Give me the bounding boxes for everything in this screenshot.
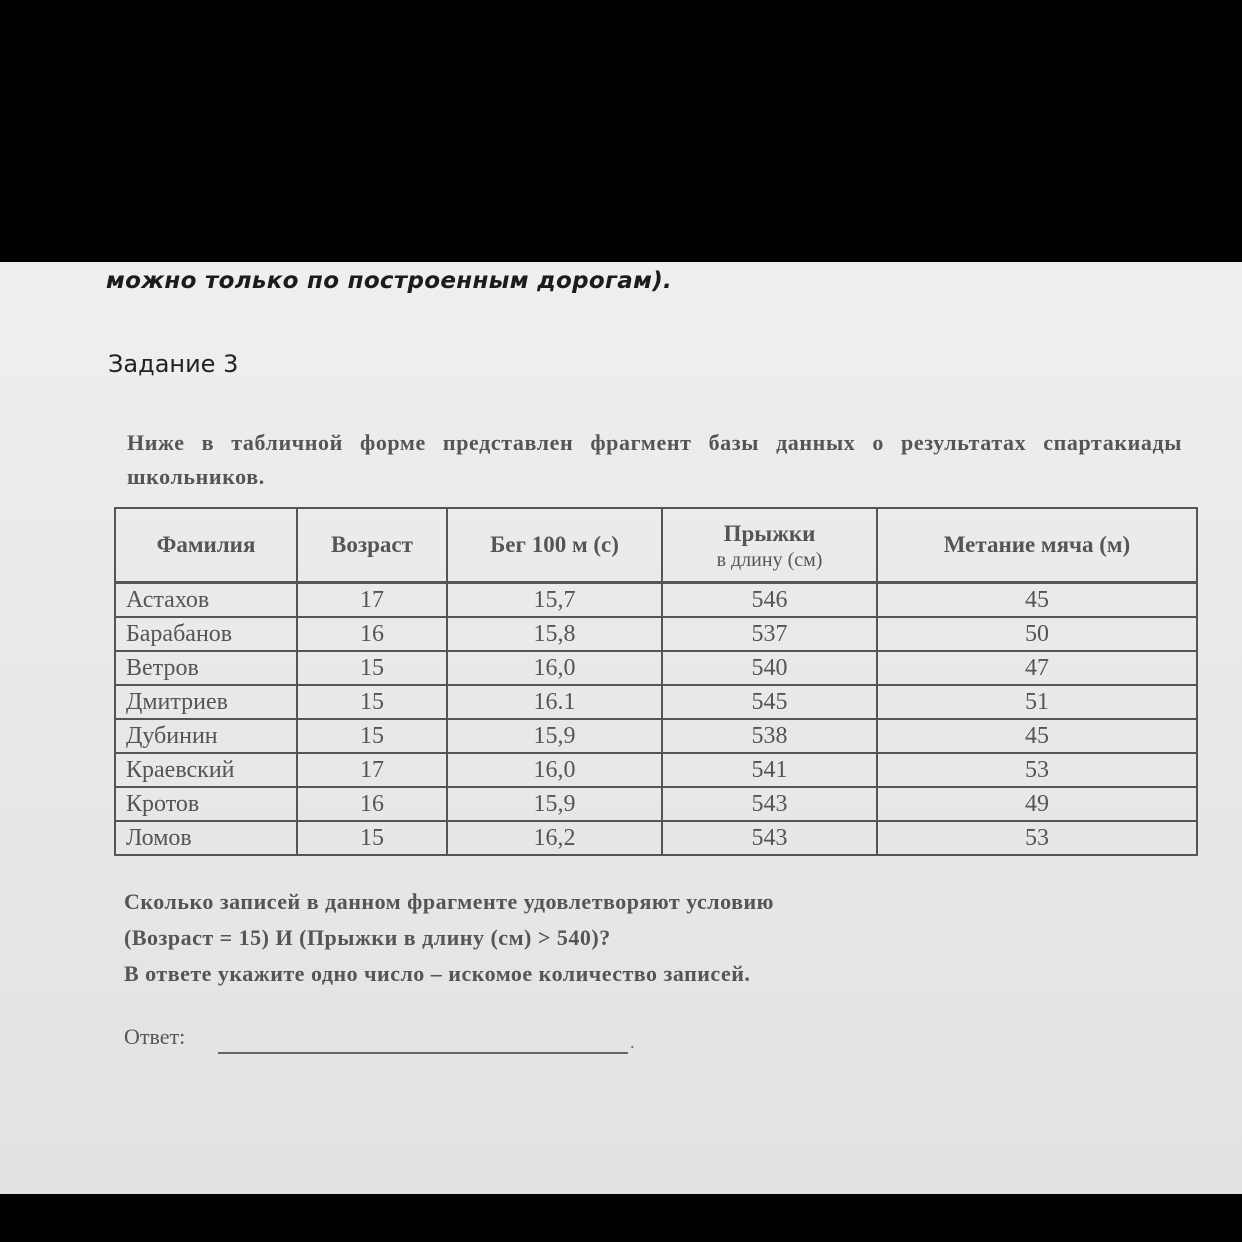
cell-run: 16,0 <box>447 753 662 787</box>
header-surname: Фамилия <box>115 508 297 583</box>
cell-jump: 545 <box>662 685 877 719</box>
cell-run: 16,2 <box>447 821 662 855</box>
table-row <box>115 617 1197 651</box>
header-jump-line1: Прыжки <box>723 521 816 546</box>
header-run: Бег 100 м (с) <box>447 508 662 583</box>
cell-throw: 49 <box>877 787 1197 821</box>
cell-jump: 543 <box>662 787 877 821</box>
header-jump-line2: в длину (см) <box>716 549 823 571</box>
cell-throw: 45 <box>877 583 1197 618</box>
task-intro: Ниже в табличной форме представлен фрагмент базы данных о результатах спартакиады школьников. <box>127 430 1182 489</box>
question-line-2: (Возраст = 15) И (Прыжки в длину (см) > 540)? <box>124 925 611 950</box>
cell-throw: 53 <box>877 753 1197 787</box>
header-jump <box>662 508 877 583</box>
cell-run: 15,9 <box>447 719 662 753</box>
cell-age: 16 <box>297 787 447 821</box>
table-header-row <box>115 508 1197 583</box>
table-row <box>115 685 1197 719</box>
question-line-1: Сколько записей в данном фрагменте удовлетворяют условию <box>124 889 774 914</box>
cell-surname: Дубинин <box>115 719 297 753</box>
cell-jump: 546 <box>662 583 877 618</box>
question-text <box>124 884 1084 992</box>
cell-surname: Астахов <box>115 583 297 618</box>
cell-surname: Дмитриев <box>115 685 297 719</box>
cell-age: 17 <box>297 583 447 618</box>
previous-task-tail: можно только по построенным дорогам). <box>106 268 673 294</box>
cell-surname: Барабанов <box>115 617 297 651</box>
cell-throw: 51 <box>877 685 1197 719</box>
cell-throw: 50 <box>877 617 1197 651</box>
cell-surname: Краевский <box>115 753 297 787</box>
cell-age: 15 <box>297 651 447 685</box>
cell-throw: 45 <box>877 719 1197 753</box>
answer-field[interactable] <box>218 1052 628 1054</box>
cell-run: 15,9 <box>447 787 662 821</box>
task-title: Задание 3 <box>108 350 239 378</box>
cell-jump: 543 <box>662 821 877 855</box>
table-row <box>115 821 1197 855</box>
cell-surname: Ветров <box>115 651 297 685</box>
cell-age: 15 <box>297 821 447 855</box>
table-row <box>115 651 1197 685</box>
header-age: Возраст <box>297 508 447 583</box>
cell-age: 16 <box>297 617 447 651</box>
cell-throw: 53 <box>877 821 1197 855</box>
cell-jump: 540 <box>662 651 877 685</box>
cell-surname: Ломов <box>115 821 297 855</box>
table-row <box>115 753 1197 787</box>
cell-run: 16,0 <box>447 651 662 685</box>
cell-jump: 538 <box>662 719 877 753</box>
cell-jump: 537 <box>662 617 877 651</box>
cell-run: 15,8 <box>447 617 662 651</box>
cell-surname: Кротов <box>115 787 297 821</box>
header-throw: Метание мяча (м) <box>877 508 1197 583</box>
table-row <box>115 787 1197 821</box>
cell-age: 15 <box>297 685 447 719</box>
cell-run: 16.1 <box>447 685 662 719</box>
cell-run: 15,7 <box>447 583 662 618</box>
cell-age: 17 <box>297 753 447 787</box>
table-row <box>115 719 1197 753</box>
answer-period: . <box>630 1032 635 1052</box>
answer-label: Ответ: <box>124 1024 186 1049</box>
cell-jump: 541 <box>662 753 877 787</box>
question-line-3: В ответе укажите одно число – искомое количество записей. <box>124 961 751 986</box>
results-table <box>114 507 1198 856</box>
cell-age: 15 <box>297 719 447 753</box>
cell-throw: 47 <box>877 651 1197 685</box>
table-row <box>115 583 1197 618</box>
